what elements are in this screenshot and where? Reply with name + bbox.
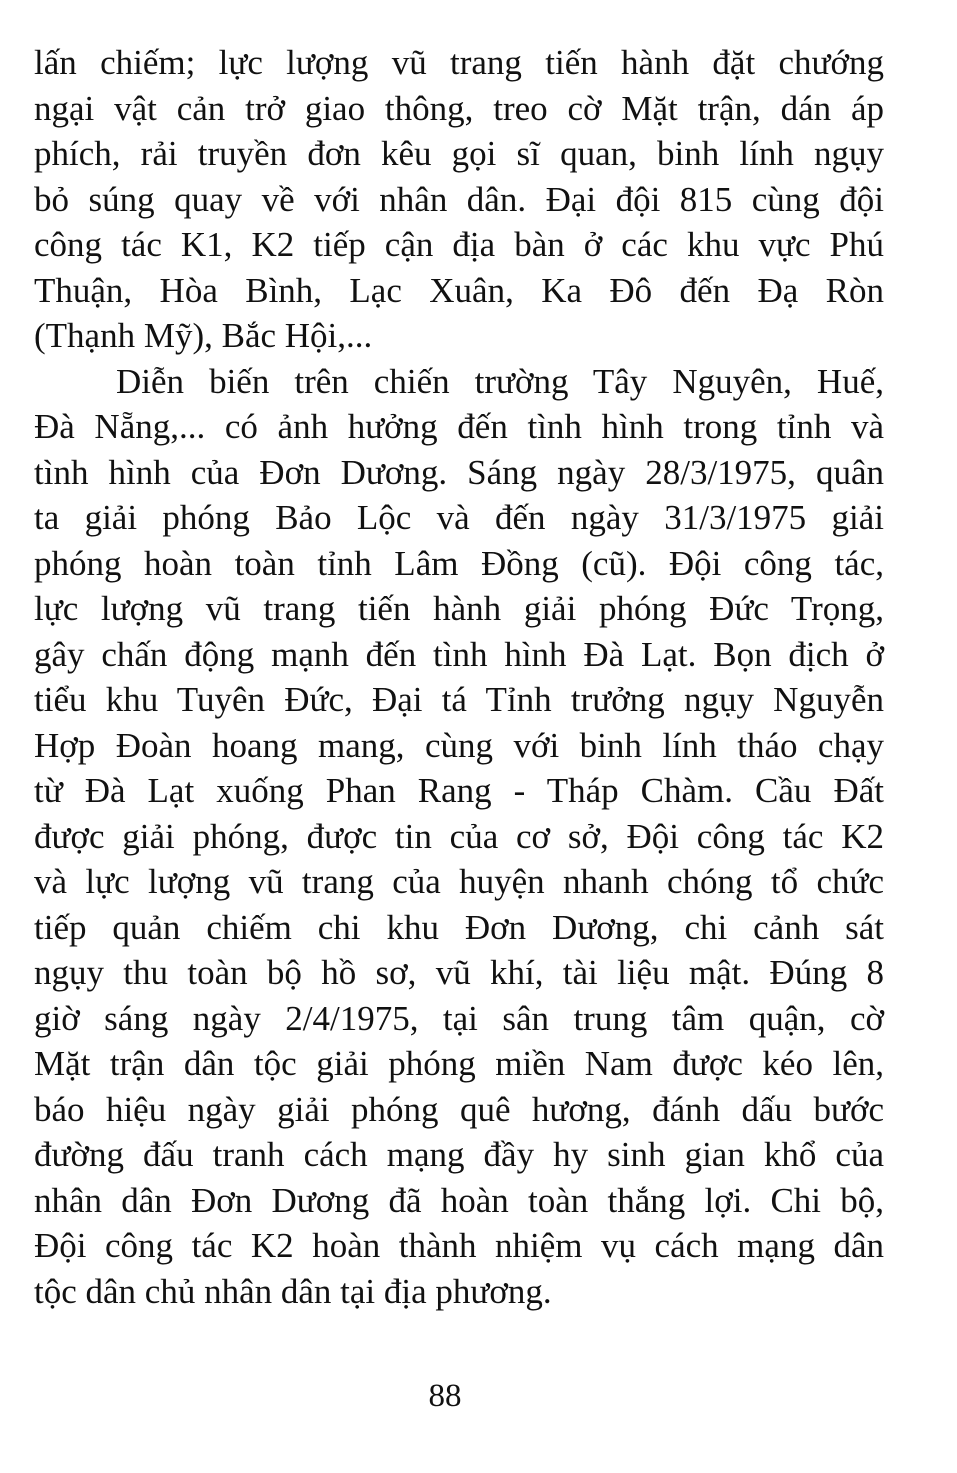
paragraph-1 <box>34 40 884 359</box>
text-line: lấn chiếm; lực lượng vũ trang tiến hành đặt chướng <box>34 43 884 82</box>
text-line: nhân dân Đơn Dương đã hoàn toàn thắng lợi. Chi bộ, <box>34 1180 884 1220</box>
text-line: Đà Nẵng,... có ảnh hưởng đến tình hình trong tỉnh và <box>34 407 884 446</box>
text-line: Đội công tác K2 hoàn thành nhiệm vụ cách mạng dân <box>34 1226 884 1265</box>
text-line: Thuận, Hòa Bình, Lạc Xuân, Ka Đô đến Đạ Ròn <box>34 270 884 310</box>
text-line: tiểu khu Tuyên Đức, Đại tá Tỉnh trưởng ngụy Nguyễn <box>34 680 884 719</box>
text-line: báo hiệu ngày giải phóng quê hương, đánh dấu bước <box>34 1089 884 1129</box>
text-line: từ Đà Lạt xuống Phan Rang - Tháp Chàm. Cầu Đất <box>34 771 884 810</box>
text-line: được giải phóng, được tin của cơ sở, Đội công tác K2 <box>34 816 884 856</box>
text-line: lực lượng vũ trang tiến hành giải phóng Đức Trọng, <box>34 589 884 628</box>
body-text <box>34 40 884 1314</box>
text-line: bỏ súng quay về với nhân dân. Đại đội 815 cùng đội <box>34 179 884 219</box>
text-line: tình hình của Đơn Dương. Sáng ngày 28/3/1975, quân <box>34 452 884 492</box>
page-number: 88 <box>428 1378 462 1414</box>
text-line: ngụy thu toàn bộ hồ sơ, vũ khí, tài liệu mật. Đúng 8 <box>34 953 884 992</box>
text-line: tiếp quản chiếm chi khu Đơn Dương, chi cảnh sát <box>34 907 884 947</box>
text-line: đường đấu tranh cách mạng đầy hy sinh gian khổ của <box>34 1135 884 1174</box>
text-line: ta giải phóng Bảo Lộc và đến ngày 31/3/1975 giải <box>34 498 884 537</box>
text-line: (Thạnh Mỹ), Bắc Hội,... <box>34 316 373 355</box>
text-line: tộc dân chủ nhân dân tại địa phương. <box>34 1271 552 1311</box>
text-line: và lực lượng vũ trang của huyện nhanh chóng tổ chức <box>34 862 884 901</box>
text-line: Diễn biến trên chiến trường Tây Nguyên, Huế, <box>116 361 884 401</box>
paragraph-2 <box>34 359 884 1315</box>
text-line: giờ sáng ngày 2/4/1975, tại sân trung tâm quận, cờ <box>34 998 884 1038</box>
text-line: gây chấn động mạnh đến tình hình Đà Lạt. Bọn địch ở <box>34 634 884 674</box>
text-line: Hợp Đoàn hoang mang, cùng với binh lính tháo chạy <box>34 725 884 765</box>
text-line: Mặt trận dân tộc giải phóng miền Nam được kéo lên, <box>34 1044 884 1083</box>
text-line: phích, rải truyền đơn kêu gọi sĩ quan, binh lính ngụy <box>34 134 884 173</box>
text-line: phóng hoàn toàn tỉnh Lâm Đồng (cũ). Đội công tác, <box>34 543 884 583</box>
text-line: ngại vật cản trở giao thông, treo cờ Mặt trận, dán áp <box>34 88 884 128</box>
text-line: công tác K1, K2 tiếp cận địa bàn ở các khu vực Phú <box>34 225 884 264</box>
